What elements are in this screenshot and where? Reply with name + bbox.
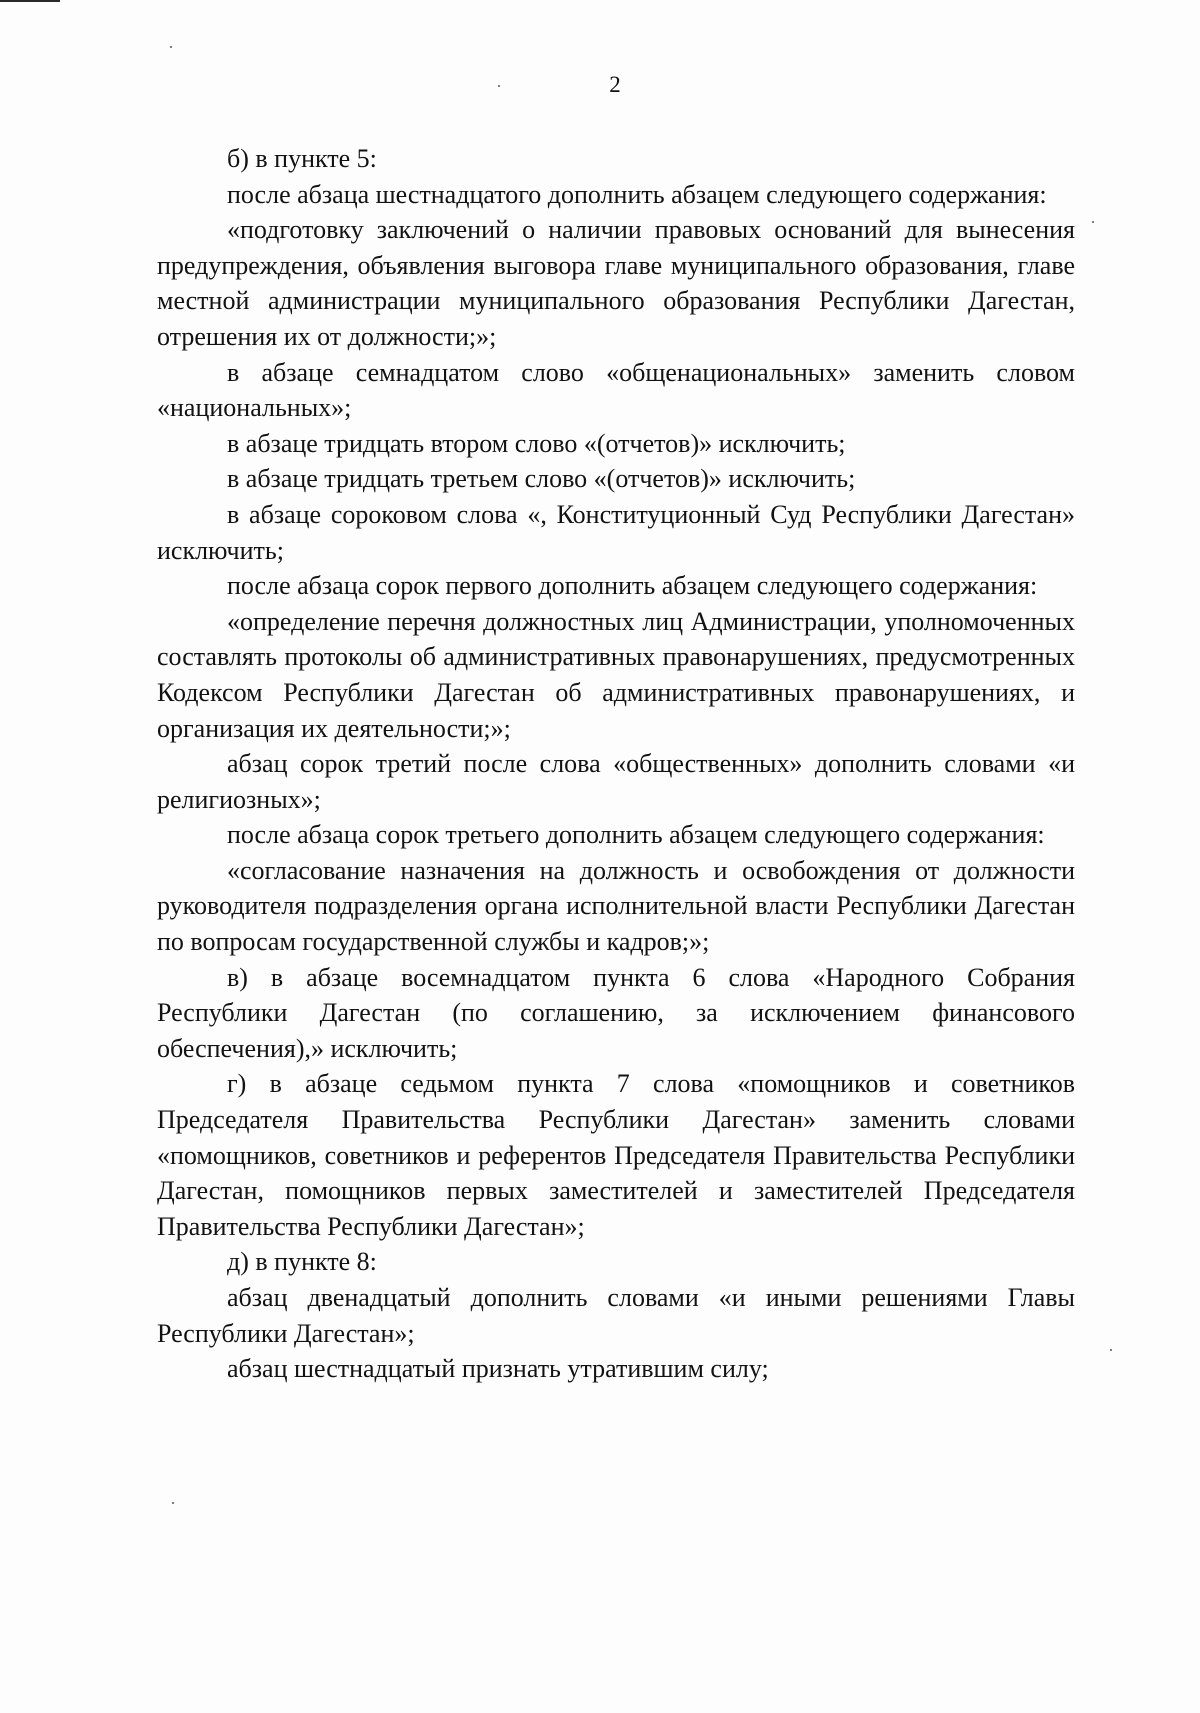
scan-speck bbox=[498, 85, 500, 87]
paragraph: д) в пункте 8: bbox=[227, 1247, 377, 1277]
paragraph: «подготовку заключений о наличии правовых оснований для вынесения предупреждения, объявления выговора главе муниципального образования, главе местной администрации муниципального образования Республики Дагестан, отрешения их от должности;»; bbox=[157, 215, 1075, 351]
paragraph: после абзаца сорок третьего дополнить абзацем следующего содержания: bbox=[227, 820, 1045, 850]
paragraph: в абзаце сороковом слова «, Конституционный Суд Республики Дагестан» исключить; bbox=[157, 499, 1075, 565]
scan-speck bbox=[1110, 1349, 1112, 1351]
paragraph: б) в пункте 5: bbox=[227, 144, 377, 173]
paragraph: после абзаца шестнадцатого дополнить абзацем следующего содержания: bbox=[227, 179, 1047, 209]
paragraph: абзац двенадцатый дополнить словами «и иными решениями Главы Республики Дагестан»; bbox=[157, 1283, 1075, 1348]
scan-edge-line bbox=[0, 0, 60, 2]
scan-speck bbox=[1092, 221, 1094, 223]
paragraph: после абзаца сорок первого дополнить абзацем следующего содержания: bbox=[227, 571, 1038, 601]
page-number: 2 bbox=[609, 72, 621, 97]
paragraph: в абзаце тридцать третьем слово «(отчетов)» исключить; bbox=[227, 464, 856, 494]
paragraph: «определение перечня должностных лиц Администрации, уполномоченных составлять протоколы об административных правонарушениях, предусмотренных Кодексом Республики Дагестан об административных правонарушениях, и организация их деятельности;»; bbox=[157, 606, 1075, 743]
scan-speck bbox=[172, 1502, 174, 1504]
paragraph: г) в абзаце седьмом пункта 7 слова «помощников и советников Председателя Правительства Республики Дагестан» заменить словами «помощников, советников и референтов Председателя Правительства Республики Дагестан, помощников первых заместителей и заместителей Председателя Правительства Республики Дагестан»; bbox=[157, 1069, 1075, 1241]
paragraph: «согласование назначения на должность и освобождения от должности руководителя подразделения органа исполнительной власти Республики Дагестан по вопросам государственной службы и кадров;»; bbox=[157, 855, 1075, 957]
paragraph: в абзаце тридцать втором слово «(отчетов)» исключить; bbox=[227, 428, 846, 458]
paragraph: абзац сорок третий после слова «общественных» дополнить словами «и религиозных»; bbox=[157, 749, 1075, 814]
document-body bbox=[157, 141, 1075, 1387]
paragraph: в абзаце семнадцатом слово «общенациональных» заменить словом «национальных»; bbox=[157, 357, 1075, 423]
paragraph: абзац шестнадцатый признать утратившим силу; bbox=[227, 1354, 769, 1384]
paragraph: в) в абзаце восемнадцатом пункта 6 слова «Народного Собрания Республики Дагестан (по соглашению, за исключением финансового обеспечения),» исключить; bbox=[157, 962, 1075, 1063]
scan-speck bbox=[170, 46, 172, 48]
